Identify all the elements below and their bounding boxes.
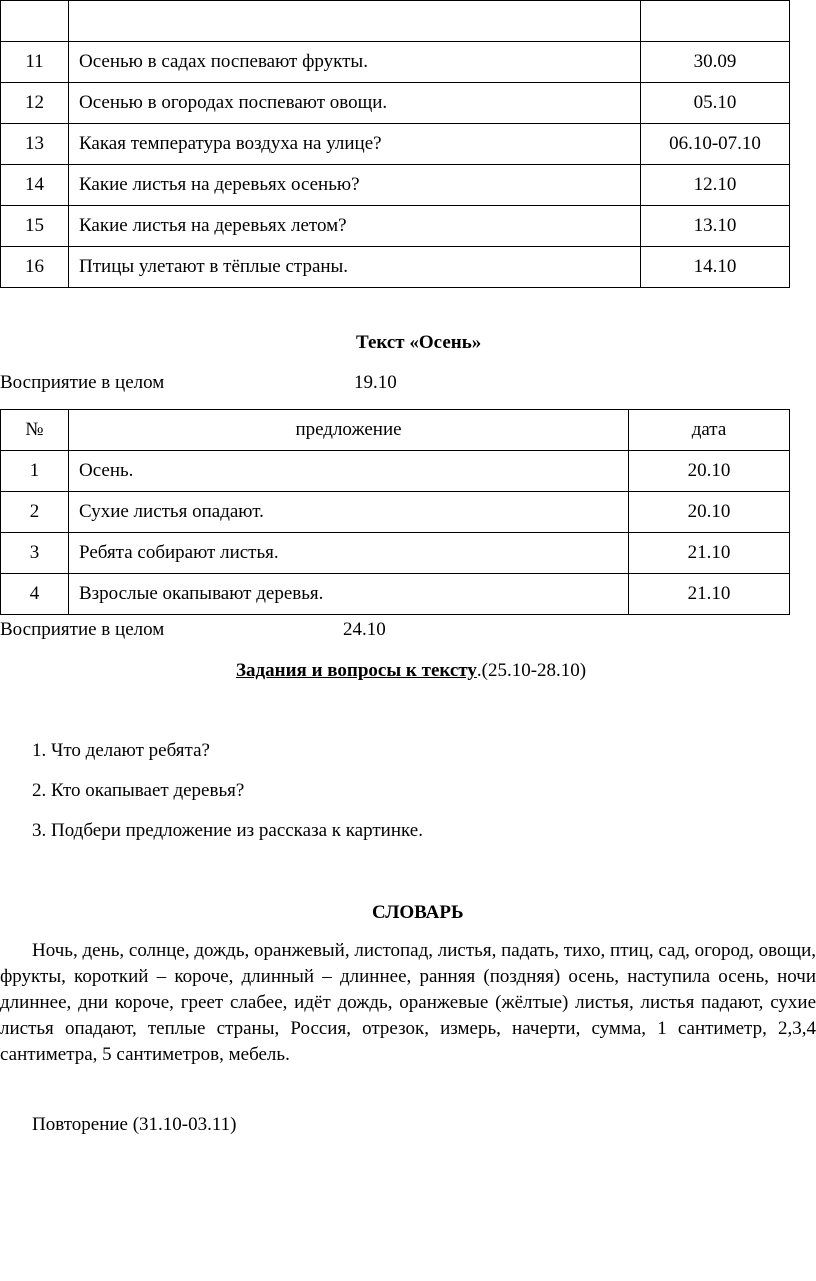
dictionary-text: Ночь, день, солнце, дождь, оранжевый, листопад, листья, падать, тихо, птиц, сад, огород, овощи, фрукты, короткий – короче, длинный – длиннее, ранняя (поздняя) осень, наступила осень, ночи длиннее, дни короче, греет слабее, идёт дождь, оранжевые (жёлтые) листья, листья падают, сухие листья опадают, теплые страны, Россия, отрезок, измерь, начерти, сумма, 1 сантиметр, 2,3,4 сантиметра, 5 сантиметров, мебель. xyxy=(0,940,816,1065)
tasks-dates: .(25.10-28.10) xyxy=(476,660,587,681)
row-date: 05.10 xyxy=(641,83,790,124)
section-title: Текст «Осень» xyxy=(356,332,482,353)
row-date: 06.10-07.10 xyxy=(641,124,790,165)
perception-date: 24.10 xyxy=(343,619,386,640)
table-row xyxy=(1,451,790,492)
table-row xyxy=(1,165,790,206)
tasks-heading xyxy=(236,660,586,682)
row-text: Какие листья на деревьях летом? xyxy=(69,206,641,247)
perception-label: Восприятие в целом xyxy=(0,619,165,640)
row-date: 21.10 xyxy=(629,533,790,574)
row-number: 2 xyxy=(1,492,69,533)
table-row xyxy=(1,206,790,247)
row-text: Осень. xyxy=(69,451,629,492)
table-row xyxy=(1,1,790,42)
row-text: Какие листья на деревьях осенью? xyxy=(69,165,641,206)
row-number: 13 xyxy=(1,124,69,165)
header-sentence: предложение xyxy=(69,410,629,451)
row-text: Ребята собирают листья. xyxy=(69,533,629,574)
dictionary-title: СЛОВАРЬ xyxy=(372,902,464,923)
row-date: 20.10 xyxy=(629,492,790,533)
row-text: Сухие листья опадают. xyxy=(69,492,629,533)
table-row xyxy=(1,492,790,533)
row-date: 14.10 xyxy=(641,247,790,288)
row-number xyxy=(1,1,69,42)
row-text: Птицы улетают в тёплые страны. xyxy=(69,247,641,288)
table-row xyxy=(1,533,790,574)
row-date: 30.09 xyxy=(641,42,790,83)
row-number: 1 xyxy=(1,451,69,492)
row-number: 15 xyxy=(1,206,69,247)
table-header-row xyxy=(1,410,790,451)
perception-date: 19.10 xyxy=(354,372,397,393)
row-text: Осенью в огородах поспевают овощи. xyxy=(69,83,641,124)
table-row xyxy=(1,42,790,83)
row-text: Какая температура воздуха на улице? xyxy=(69,124,641,165)
row-text: Взрослые окапывают деревья. xyxy=(69,574,629,615)
row-text xyxy=(69,1,641,42)
table-row xyxy=(1,83,790,124)
repetition-line: Повторение (31.10-03.11) xyxy=(32,1114,237,1135)
table-row xyxy=(1,574,790,615)
perception-label: Восприятие в целом xyxy=(0,372,165,393)
tasks-title: Задания и вопросы к тексту xyxy=(236,660,477,681)
row-text: Осенью в садах поспевают фрукты. xyxy=(69,42,641,83)
row-number: 14 xyxy=(1,165,69,206)
row-number: 11 xyxy=(1,42,69,83)
row-number: 4 xyxy=(1,574,69,615)
question-item: 2. Кто окапывает деревья? xyxy=(32,780,245,801)
question-item: 1. Что делают ребята? xyxy=(32,740,210,761)
row-date: 13.10 xyxy=(641,206,790,247)
header-date: дата xyxy=(629,410,790,451)
row-date: 21.10 xyxy=(629,574,790,615)
row-number: 12 xyxy=(1,83,69,124)
row-date: 12.10 xyxy=(641,165,790,206)
table-row xyxy=(1,247,790,288)
header-number: № xyxy=(1,410,69,451)
row-date xyxy=(641,1,790,42)
question-item: 3. Подбери предложение из рассказа к картинке. xyxy=(32,820,423,841)
row-date: 20.10 xyxy=(629,451,790,492)
row-number: 3 xyxy=(1,533,69,574)
row-number: 16 xyxy=(1,247,69,288)
lesson-table-2 xyxy=(0,409,790,615)
lesson-table-1 xyxy=(0,0,790,288)
table-row xyxy=(1,124,790,165)
